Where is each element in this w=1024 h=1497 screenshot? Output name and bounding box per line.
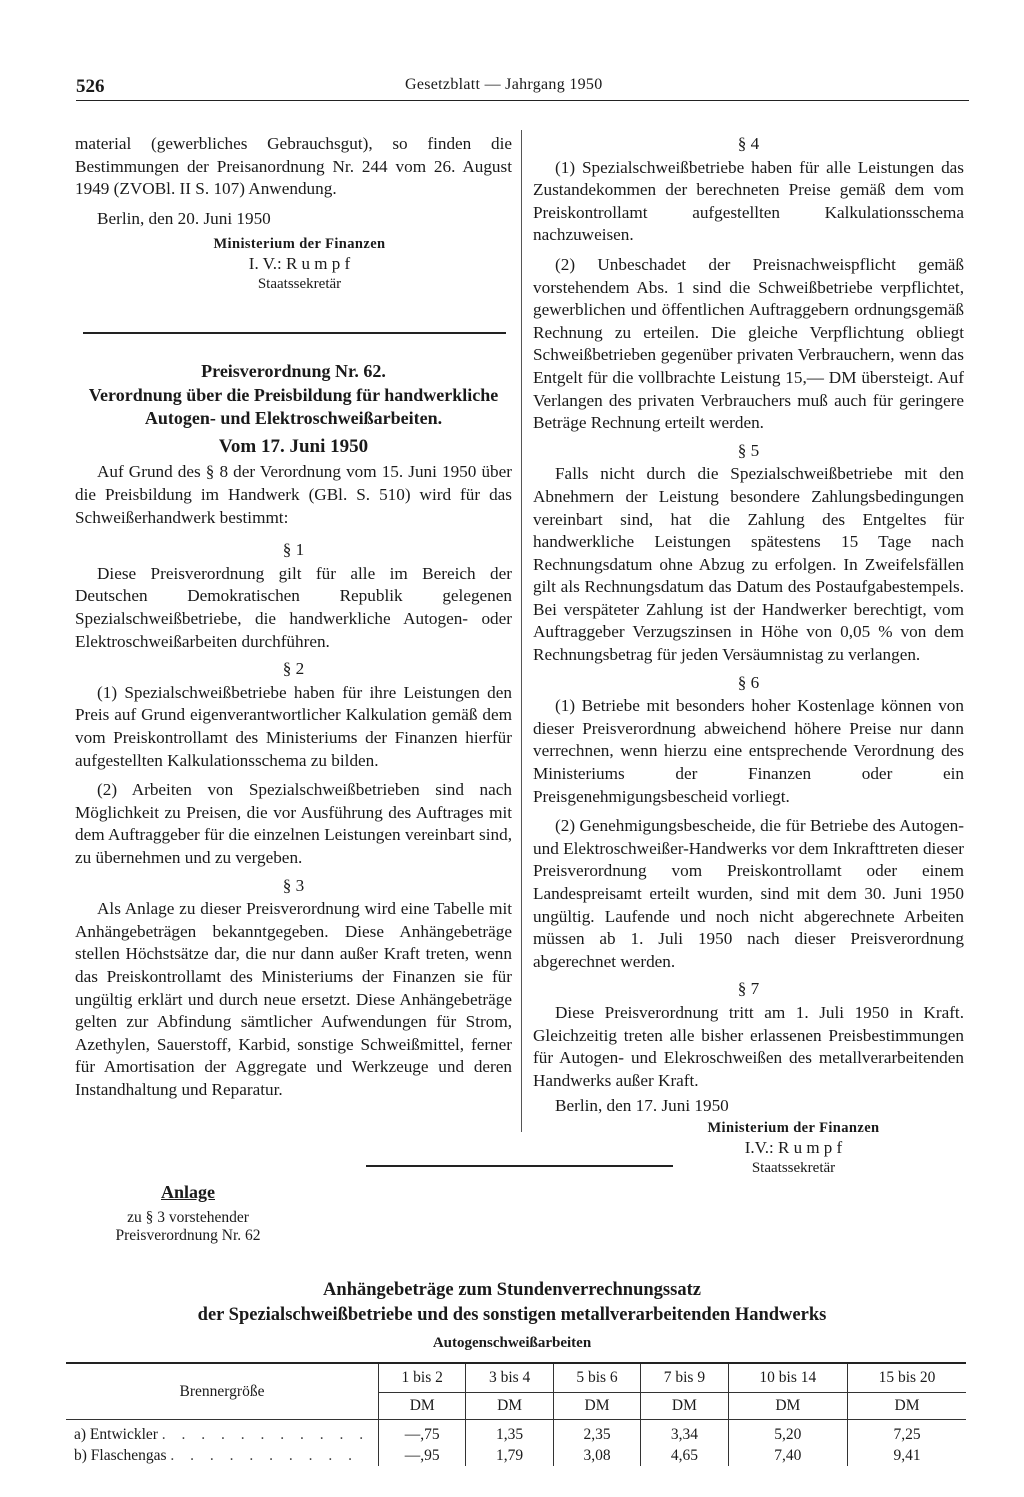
signature-title: Staatssekretär — [751, 1159, 836, 1176]
section-7-heading: § 7 — [737, 979, 760, 999]
annex-rule — [366, 1165, 673, 1167]
signature-block — [75, 234, 512, 294]
table-cell: 5,20 — [728, 1420, 847, 1446]
unit-header: DM — [379, 1393, 466, 1420]
section-5-text: Falls nicht durch die Spezialschweißbetriebe mit den Abnehmern der Leistung besondere Zahlungsbedingungen vereinbart sind, hat die Zahlung des Entgeltes für handwerkliche Leistungen spätestens 15 Tage nach Rechnungsdatum ohne Abzug zu erfolgen. In Zweifelsfällen gilt als Rechnungsdatum das Datum des Postaufgabestempels. Bei verspäteter Zahlung ist der Handwerker berechtigt, vom Auftraggeber Verzugszinsen in Höhe von 0,05 % von dem Rechnungsbetrag für jeden Versäumnistag zu verlangen. — [533, 464, 964, 665]
signature-org: Ministerium der Finanzen — [707, 1119, 880, 1136]
table-heading-1: Anhängebeträge zum Stundenverrechnungssatz — [323, 1280, 701, 1300]
section-7-text: Diese Preisverordnung tritt am 1. Juli 1950 in Kraft. Gleichzeitig treten alle bisher erlassenen Preisbestimmungen für Autogen- und Elekroschweißen des metallverarbeitenden Handwerks außer Kraft. — [533, 1002, 964, 1090]
signature-org: Ministerium der Finanzen — [213, 236, 386, 253]
column-header: 1 bis 2 — [379, 1363, 466, 1393]
annex-title: Anlage — [161, 1182, 215, 1202]
table-row — [66, 1420, 966, 1446]
section-3-heading: § 3 — [282, 875, 305, 895]
section-6-para-1: (1) Betriebe mit besonders hoher Kostenlage können von dieser Preisverordnung abweichend höhere Preise nur dann verrechnen, wenn hierzu eine entsprechende Verordnung des Ministeriums der Finanzen oder ein Preisgenehmigungsbescheid vorliegt. — [533, 696, 964, 806]
section-4-para-2: (2) Unbeschadet der Preisnachweispflicht gemäß vorstehendem Abs. 1 sind die Schweißbetriebe verpflichtet, gewerblichen und öffentlichen Auftraggebern ordnungsgemäß Rechnung zu erteilen. Die gleiche Verpflichtung obliegt Schweißbetrieben gegenüber privaten Verbrauchern, wenn das Entgelt für die vollbrachte Leistung 15,— DM übersteigt. Auf Verlangen des privaten Verbrauchers muß auch für geringere Beträge Rechnung erteilt werden. — [533, 254, 964, 433]
section-2-heading: § 2 — [282, 659, 305, 679]
table-cell: 9,41 — [848, 1445, 966, 1466]
section-6-para-2: (2) Genehmigungsbescheide, die für Betriebe des Autogen- und Elektroschweißer-Handwerks vor dem Inkrafttreten dieser Preisverordnung vom Preiskontrollamt oder einem Landespreisamt erteilt wurden, sind mit dem 30. Juni 1950 ungültig. Laufende und noch nicht abgerechnete Arbeiten müssen ab 1. Juli 1950 nach dieser Preisverordnung abgerechnet werden. — [533, 816, 964, 971]
unit-header: DM — [553, 1393, 640, 1420]
section-3-text: Als Anlage zu dieser Preisverordnung wird eine Tabelle mit Anhängebeträgen bekanntgegeben. Diese Anhängebeträge stellen Höchstsätze dar, die nur dann außer Kraft treten, wenn das Preiskontrollamt des Ministeriums der Finanzen sie für ungültig erklärt und durch neue ersetzt. Diese Anhängebeträge gelten zur Abfindung sämtlicher Aufwendungen für Strom, Azethylen, Sauerstoff, Karbid, sonstige Schweißmittel, ferner für Amortisation der Aggregate und Werkzeuge und deren Instandhaltung und Reparatur. — [75, 899, 512, 1099]
ordinance-date: Vom 17. Juni 1950 — [218, 435, 369, 457]
section-1-text: Diese Preisverordnung gilt für alle im Bereich der Deutschen Demokratischen Republik gelegenen Spezialschweißbetriebe, die handwerkliche Autogen- oder Elektroschweißarbeiten durchführen. — [75, 563, 512, 651]
table-heading-2: der Spezialschweißbetriebe und des sonstigen metallverarbeitenden Handwerks — [197, 1305, 827, 1325]
table-cell: 7,40 — [728, 1445, 847, 1466]
annex-note — [96, 1183, 280, 1245]
ordinance-title: Verordnung über die Preisbildung für handwerkliche Autogen- und Elektroschweißarbeiten. — [88, 384, 499, 429]
column-header: 3 bis 4 — [466, 1363, 553, 1393]
table-cell: —,95 — [379, 1445, 466, 1466]
rates-table — [66, 1362, 966, 1466]
place-date: Berlin, den 17. Juni 1950 — [555, 1096, 729, 1116]
section-4-para-1: (1) Spezialschweißbetriebe haben für alle Leistungen das Zustandekommen der berechneten Preise gemäß dem vom Preiskontrollamt aufgestellten Kalkulationsschema nachzuweisen. — [533, 157, 964, 245]
table-cell: 2,35 — [553, 1420, 640, 1446]
signature-name: I.V.: R u m p f — [744, 1137, 843, 1157]
unit-header: DM — [641, 1393, 728, 1420]
header-rule — [76, 100, 969, 101]
section-5-heading: § 5 — [737, 440, 760, 460]
table-cell: 1,35 — [466, 1420, 553, 1446]
unit-header: DM — [466, 1393, 553, 1420]
section-1-heading: § 1 — [282, 540, 305, 560]
table-cell: 7,25 — [848, 1420, 966, 1446]
table-cell: —,75 — [379, 1420, 466, 1446]
signature-title: Staatssekretär — [257, 276, 342, 293]
table-cell: 4,65 — [641, 1445, 728, 1466]
continued-paragraph: material (gewerbliches Gebrauchsgut), so finden die Bestimmungen der Preisanordnung Nr. 244 vom 26. August 1949 (ZVOBl. II S. 107) Anwendung. — [75, 134, 512, 199]
column-header: 5 bis 6 — [553, 1363, 640, 1393]
unit-header: DM — [848, 1393, 966, 1420]
column-header: 7 bis 9 — [641, 1363, 728, 1393]
table-heading-3: Autogenschweißarbeiten — [432, 1335, 592, 1351]
left-column — [75, 133, 512, 1102]
section-rule — [83, 332, 506, 334]
table-cell: 1,79 — [466, 1445, 553, 1466]
table-cell: 3,34 — [641, 1420, 728, 1446]
page-number: 526 — [76, 76, 105, 97]
preamble: Auf Grund des § 8 der Verordnung vom 15. Juni 1950 über die Preisbildung im Handwerk (GBl. S. 510) wird für das Schweißerhandwerk bestimmt: — [75, 462, 512, 527]
annex-line-2: Preisverordnung Nr. 62 — [115, 1227, 261, 1244]
section-2-para-2: (2) Arbeiten von Spezialschweißbetrieben sind nach Möglichkeit zu Preisen, die vor Ausführung des Auftrages mit dem Auftraggeber für die einzelnen Leistungen vereinbart sind, zu übernehmen und zu vergeben. — [75, 780, 512, 867]
column-divider — [521, 130, 522, 1132]
column-header: 15 bis 20 — [848, 1363, 966, 1393]
right-column — [533, 133, 964, 1178]
section-4-heading: § 4 — [737, 134, 760, 153]
ordinance-number: Preisverordnung Nr. 62. — [201, 361, 386, 382]
section-2-para-1: (1) Spezialschweißbetriebe haben für ihre Leistungen den Preis auf Grund eigenverantwortlicher Kalkulation gemäß dem vom Preiskontrollamt des Ministeriums der Finanzen hierfür aufgestellten Kalkulationsschema zu bilden. — [75, 682, 512, 770]
row-header: Brennergröße — [66, 1363, 379, 1420]
table-cell: 3,08 — [553, 1445, 640, 1466]
signature-name: I. V.: R u m p f — [248, 254, 351, 274]
table-row — [66, 1445, 966, 1466]
row-label: b) Flaschengas . . . . . . . . . . — [74, 1446, 359, 1464]
row-label: a) Entwickler . . . . . . . . . . . — [74, 1425, 370, 1443]
annex-line-1: zu § 3 vorstehender — [127, 1209, 249, 1226]
running-head: Gesetzblatt — Jahrgang 1950 — [405, 76, 603, 93]
signature-block — [533, 1118, 964, 1178]
place-date: Berlin, den 20. Juni 1950 — [97, 208, 271, 228]
unit-header: DM — [728, 1393, 847, 1420]
column-header: 10 bis 14 — [728, 1363, 847, 1393]
section-6-heading: § 6 — [737, 672, 760, 692]
